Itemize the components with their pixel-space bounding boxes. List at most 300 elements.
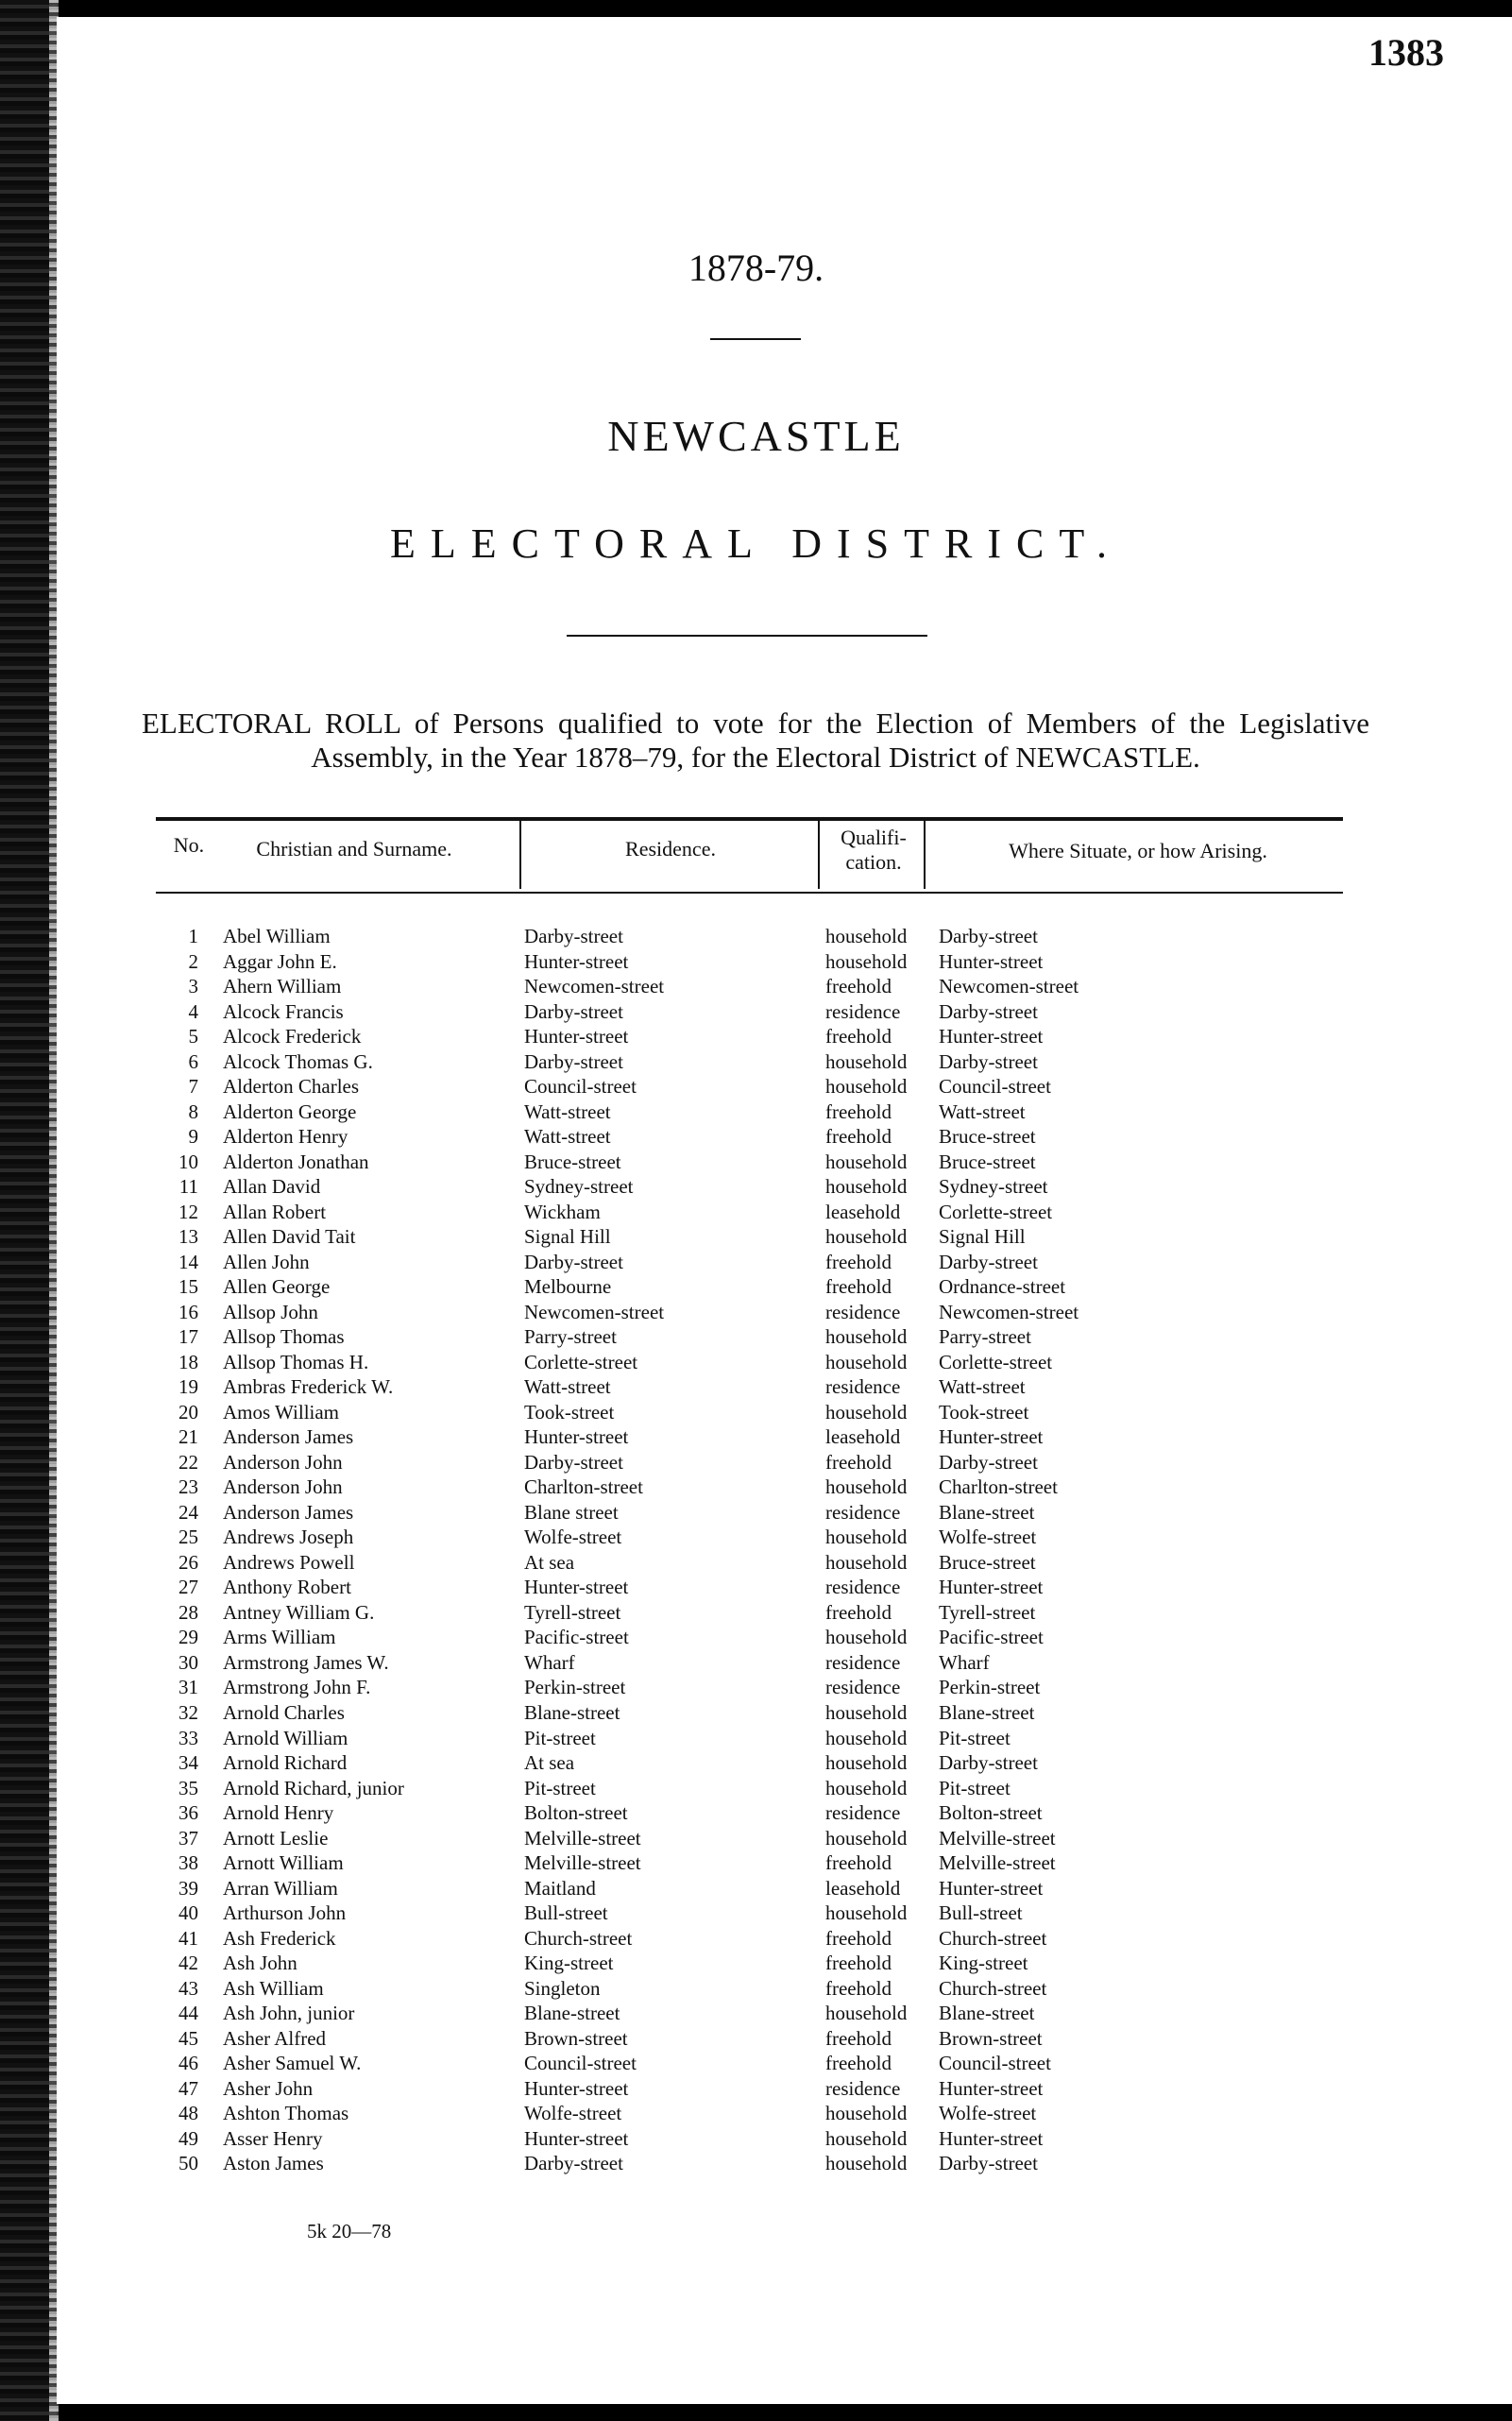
where-situate-cell: Pit-street xyxy=(939,1776,1011,1799)
qualification-cell: residence xyxy=(825,1576,901,1599)
elector-name: Allsop Thomas H. xyxy=(223,1350,369,1373)
qualification-cell: residence xyxy=(825,2076,901,2100)
where-situate-cell: Charlton-street xyxy=(939,1475,1058,1499)
elector-name: Arnold Henry xyxy=(223,1801,334,1825)
elector-name: Alcock Frederick xyxy=(223,1025,362,1049)
residence-cell: At sea xyxy=(524,1550,575,1574)
row-number: 50 xyxy=(178,2152,198,2175)
table-row xyxy=(0,1650,1512,1676)
elector-name: Arnold Richard xyxy=(223,1751,348,1775)
elector-name: Ambras Frederick W. xyxy=(223,1375,394,1399)
qualification-cell: household xyxy=(825,1726,908,1749)
where-situate-cell: Took-street xyxy=(939,1400,1029,1424)
residence-cell: Watt-street xyxy=(524,1100,611,1123)
qualification-cell: household xyxy=(825,1475,908,1499)
where-situate-cell: Darby-street xyxy=(939,1049,1038,1073)
where-situate-cell: Newcomen-street xyxy=(939,975,1079,998)
table-row xyxy=(0,1274,1512,1300)
table-row xyxy=(0,1475,1512,1500)
where-situate-cell: Darby-street xyxy=(939,1450,1038,1474)
residence-cell: Corlette-street xyxy=(524,1350,638,1373)
where-situate-cell: Darby-street xyxy=(939,1250,1038,1273)
elector-name: Arnott William xyxy=(223,1851,344,1875)
where-situate-cell: Ordnance-street xyxy=(939,1275,1066,1299)
residence-cell: Newcomen-street xyxy=(524,1300,665,1323)
qualification-cell: freehold xyxy=(825,1450,892,1474)
elector-name: Allen David Tait xyxy=(223,1225,356,1249)
row-number: 48 xyxy=(178,2102,198,2125)
qualification-cell: household xyxy=(825,1526,908,1549)
qualification-cell: household xyxy=(825,1150,908,1173)
page-number: 1383 xyxy=(1368,31,1444,74)
table-row xyxy=(0,1750,1512,1776)
row-number: 20 xyxy=(178,1400,198,1424)
elector-name: Armstrong James W. xyxy=(223,1650,389,1674)
table-row xyxy=(0,999,1512,1025)
qualification-cell: leasehold xyxy=(825,1425,901,1449)
where-situate-cell: Darby-street xyxy=(939,999,1038,1023)
elector-name: Alderton Henry xyxy=(223,1125,348,1149)
table-row xyxy=(0,1575,1512,1600)
where-situate-cell: King-street xyxy=(939,1952,1028,1975)
row-number: 49 xyxy=(178,2126,198,2150)
row-number: 37 xyxy=(178,1826,198,1850)
residence-cell: Darby-street xyxy=(524,1450,623,1474)
row-number: 38 xyxy=(178,1851,198,1875)
table-row xyxy=(0,1850,1512,1876)
residence-cell: Hunter-street xyxy=(524,1025,629,1049)
row-number: 46 xyxy=(178,2052,198,2075)
qualification-cell: freehold xyxy=(825,1851,892,1875)
table-row xyxy=(0,1625,1512,1650)
header-divider-1 xyxy=(519,821,521,889)
header-divider-2 xyxy=(818,821,820,889)
where-situate-cell: Darby-street xyxy=(939,925,1038,947)
where-situate-cell: Sydney-street xyxy=(939,1175,1048,1199)
residence-cell: Hunter-street xyxy=(524,2076,629,2100)
elector-name: Andrews Powell xyxy=(223,1550,355,1574)
residence-cell: Parry-street xyxy=(524,1325,617,1349)
where-situate-cell: Watt-street xyxy=(939,1100,1026,1123)
residence-cell: Newcomen-street xyxy=(524,975,665,998)
where-situate-cell: Bull-street xyxy=(939,1901,1023,1925)
row-number: 4 xyxy=(188,999,198,1023)
residence-cell: Council-street xyxy=(524,1075,637,1099)
residence-cell: Bruce-street xyxy=(524,1150,621,1173)
row-number: 44 xyxy=(178,2002,198,2025)
elector-name: Alderton George xyxy=(223,1100,357,1123)
where-situate-cell: Hunter-street xyxy=(939,1876,1044,1900)
qualification-cell: household xyxy=(825,925,908,947)
row-number: 32 xyxy=(178,1700,198,1724)
table-row xyxy=(0,1250,1512,1275)
where-situate-cell: Corlette-street xyxy=(939,1200,1053,1223)
residence-cell: Church-street xyxy=(524,1926,633,1950)
table-row xyxy=(0,2051,1512,2076)
row-number: 29 xyxy=(178,1626,198,1649)
table-row xyxy=(0,1550,1512,1576)
elector-name: Amos William xyxy=(223,1400,340,1424)
residence-cell: Darby-street xyxy=(524,925,623,947)
table-row xyxy=(0,1150,1512,1175)
elector-name: Armstrong John F. xyxy=(223,1676,371,1699)
row-number: 2 xyxy=(188,949,198,973)
qualification-cell: household xyxy=(825,1325,908,1349)
residence-cell: Blane-street xyxy=(524,2002,620,2025)
table-row xyxy=(0,1500,1512,1526)
elector-name: Anderson John xyxy=(223,1450,343,1474)
table-row xyxy=(0,1700,1512,1726)
where-situate-cell: Bolton-street xyxy=(939,1801,1043,1825)
header-name: Christian and Surname. xyxy=(256,837,452,861)
table-row xyxy=(0,1374,1512,1400)
elector-name: Aston James xyxy=(223,2152,324,2175)
table-row xyxy=(0,1100,1512,1125)
qualification-cell: leasehold xyxy=(825,1200,901,1223)
table-row xyxy=(0,949,1512,975)
where-situate-cell: Parry-street xyxy=(939,1325,1031,1349)
where-situate-cell: Wolfe-street xyxy=(939,1526,1037,1549)
qualification-cell: residence xyxy=(825,1676,901,1699)
qualification-cell: freehold xyxy=(825,2026,892,2050)
where-situate-cell: Council-street xyxy=(939,1075,1051,1099)
row-number: 25 xyxy=(178,1526,198,1549)
row-number: 23 xyxy=(178,1475,198,1499)
table-row xyxy=(0,1826,1512,1851)
residence-cell: Darby-street xyxy=(524,999,623,1023)
residence-cell: Wharf xyxy=(524,1650,575,1674)
residence-cell: Hunter-street xyxy=(524,1576,629,1599)
table-row xyxy=(0,1300,1512,1325)
where-situate-cell: Newcomen-street xyxy=(939,1300,1079,1323)
table-row xyxy=(0,974,1512,999)
table-row xyxy=(0,1600,1512,1626)
residence-cell: Pit-street xyxy=(524,1776,596,1799)
row-number: 22 xyxy=(178,1450,198,1474)
row-number: 41 xyxy=(178,1926,198,1950)
table-row xyxy=(0,1049,1512,1075)
elector-name: Anderson James xyxy=(223,1425,354,1449)
table-row xyxy=(0,1951,1512,1976)
row-number: 16 xyxy=(178,1300,198,1323)
qualification-cell: residence xyxy=(825,1375,901,1399)
table-row xyxy=(0,1324,1512,1350)
residence-cell: Bolton-street xyxy=(524,1801,628,1825)
row-number: 26 xyxy=(178,1550,198,1574)
elector-name: Asher John xyxy=(223,2076,314,2100)
elector-name: Ash Frederick xyxy=(223,1926,336,1950)
divider-rule-middle xyxy=(567,635,927,637)
residence-cell: Council-street xyxy=(524,2052,637,2075)
row-number: 8 xyxy=(188,1100,198,1123)
residence-cell: Tyrell-street xyxy=(524,1600,621,1624)
qualification-cell: household xyxy=(825,1901,908,1925)
residence-cell: Darby-street xyxy=(524,2152,623,2175)
divider-rule-top xyxy=(710,338,801,340)
qualification-cell: household xyxy=(825,1075,908,1099)
where-situate-cell: Blane-street xyxy=(939,2002,1035,2025)
table-row xyxy=(0,1450,1512,1475)
elector-name: Anderson James xyxy=(223,1500,354,1524)
elector-name: Allen George xyxy=(223,1275,331,1299)
where-situate-cell: Church-street xyxy=(939,1976,1047,2000)
residence-cell: Hunter-street xyxy=(524,1425,629,1449)
header-where: Where Situate, or how Arising. xyxy=(1009,839,1267,862)
qualification-cell: freehold xyxy=(825,1976,892,2000)
table-row xyxy=(0,1400,1512,1425)
residence-cell: Blane-street xyxy=(524,1700,620,1724)
row-number: 12 xyxy=(178,1200,198,1223)
residence-cell: Melville-street xyxy=(524,1826,641,1850)
row-number: 17 xyxy=(178,1325,198,1349)
header-qualification: Qualifi-cation. xyxy=(841,826,907,874)
district-title: NEWCASTLE xyxy=(607,412,905,460)
print-code: 5k 20—78 xyxy=(307,2220,392,2242)
elector-name: Arnold William xyxy=(223,1726,348,1749)
table-row xyxy=(0,1424,1512,1450)
where-situate-cell: Tyrell-street xyxy=(939,1600,1036,1624)
row-number: 31 xyxy=(178,1676,198,1699)
residence-cell: Melbourne xyxy=(524,1275,612,1299)
table-row xyxy=(0,1074,1512,1100)
qualification-cell: household xyxy=(825,2102,908,2125)
table-row xyxy=(0,2126,1512,2152)
where-situate-cell: Church-street xyxy=(939,1926,1047,1950)
residence-cell: Charlton-street xyxy=(524,1475,643,1499)
elector-name: Arran William xyxy=(223,1876,338,1900)
table-row xyxy=(0,2001,1512,2026)
table-row xyxy=(0,1675,1512,1700)
qualification-cell: residence xyxy=(825,1650,901,1674)
qualification-cell: household xyxy=(825,2152,908,2175)
qualification-cell: freehold xyxy=(825,1250,892,1273)
residence-cell: Darby-street xyxy=(524,1250,623,1273)
where-situate-cell: Darby-street xyxy=(939,2152,1038,2175)
residence-cell: Brown-street xyxy=(524,2026,628,2050)
residence-cell: Hunter-street xyxy=(524,2126,629,2150)
intro-paragraph: ELECTORAL ROLL of Persons qualified to vote for the Election of Members of the Legislative Assembly, in the Year 1878–79, for the Electoral District of NEWCASTLE. xyxy=(142,707,1369,774)
residence-cell: King-street xyxy=(524,1952,614,1975)
qualification-cell: household xyxy=(825,949,908,973)
residence-cell: Sydney-street xyxy=(524,1175,634,1199)
row-number: 28 xyxy=(178,1600,198,1624)
qualification-cell: household xyxy=(825,1826,908,1850)
where-situate-cell: Hunter-street xyxy=(939,1576,1044,1599)
elector-name: Arnold Richard, junior xyxy=(223,1776,404,1799)
row-number: 10 xyxy=(178,1150,198,1173)
row-number: 34 xyxy=(178,1751,198,1775)
where-situate-cell: Blane-street xyxy=(939,1500,1035,1524)
where-situate-cell: Brown-street xyxy=(939,2026,1043,2050)
row-number: 5 xyxy=(188,1025,198,1049)
qualification-cell: residence xyxy=(825,999,901,1023)
residence-cell: Blane street xyxy=(524,1500,619,1524)
elector-name: Ash William xyxy=(223,1976,324,2000)
residence-cell: At sea xyxy=(524,1751,575,1775)
table-row xyxy=(0,1901,1512,1926)
table-row xyxy=(0,1876,1512,1901)
table-row xyxy=(0,1976,1512,2002)
row-number: 43 xyxy=(178,1976,198,2000)
residence-cell: Watt-street xyxy=(524,1125,611,1149)
where-situate-cell: Wolfe-street xyxy=(939,2102,1037,2125)
where-situate-cell: Melville-street xyxy=(939,1826,1056,1850)
elector-name: Alcock Francis xyxy=(223,999,344,1023)
header-no: No. xyxy=(173,833,205,857)
qualification-cell: freehold xyxy=(825,1952,892,1975)
elector-name: Alderton Jonathan xyxy=(223,1150,369,1173)
elector-name: Ashton Thomas xyxy=(223,2102,349,2125)
where-situate-cell: Hunter-street xyxy=(939,2126,1044,2150)
residence-cell: Bull-street xyxy=(524,1901,608,1925)
qualification-cell: freehold xyxy=(825,1600,892,1624)
elector-name: Asher Alfred xyxy=(223,2026,327,2050)
residence-cell: Hunter-street xyxy=(524,949,629,973)
elector-name: Allen John xyxy=(223,1250,310,1273)
residence-cell: Darby-street xyxy=(524,1049,623,1073)
row-number: 21 xyxy=(178,1425,198,1449)
qualification-cell: freehold xyxy=(825,1125,892,1149)
table-row xyxy=(0,1525,1512,1550)
elector-name: Anderson John xyxy=(223,1475,343,1499)
where-situate-cell: Pacific-street xyxy=(939,1626,1044,1649)
row-number: 6 xyxy=(188,1049,198,1073)
where-situate-cell: Perkin-street xyxy=(939,1676,1041,1699)
table-row xyxy=(0,1124,1512,1150)
qualification-cell: household xyxy=(825,1550,908,1574)
qualification-cell: household xyxy=(825,1350,908,1373)
row-number: 39 xyxy=(178,1876,198,1900)
elector-name: Asser Henry xyxy=(223,2126,323,2150)
row-number: 36 xyxy=(178,1801,198,1825)
where-situate-cell: Darby-street xyxy=(939,1751,1038,1775)
qualification-cell: household xyxy=(825,1400,908,1424)
elector-name: Arms William xyxy=(223,1626,336,1649)
row-number: 9 xyxy=(188,1125,198,1149)
where-situate-cell: Council-street xyxy=(939,2052,1051,2075)
residence-cell: Wolfe-street xyxy=(524,2102,622,2125)
qualification-cell: household xyxy=(825,1175,908,1199)
table-row xyxy=(0,1776,1512,1801)
where-situate-cell: Hunter-street xyxy=(939,2076,1044,2100)
row-number: 35 xyxy=(178,1776,198,1799)
elector-name: Ash John xyxy=(223,1952,297,1975)
table-row xyxy=(0,2101,1512,2126)
row-number: 27 xyxy=(178,1576,198,1599)
where-situate-cell: Hunter-street xyxy=(939,1025,1044,1049)
row-number: 7 xyxy=(188,1075,198,1099)
row-number: 14 xyxy=(178,1250,198,1273)
residence-cell: Wickham xyxy=(524,1200,601,1223)
where-situate-cell: Bruce-street xyxy=(939,1125,1036,1149)
district-subtitle: ELECTORAL DISTRICT. xyxy=(390,520,1122,567)
header-residence: Residence. xyxy=(625,837,716,861)
where-situate-cell: Hunter-street xyxy=(939,949,1044,973)
elector-name: Alcock Thomas G. xyxy=(223,1049,373,1073)
elector-name: Arthurson John xyxy=(223,1901,347,1925)
row-number: 45 xyxy=(178,2026,198,2050)
table-row xyxy=(0,1024,1512,1049)
row-number: 42 xyxy=(178,1952,198,1975)
where-situate-cell: Melville-street xyxy=(939,1851,1056,1875)
roll-year: 1878-79. xyxy=(688,247,824,289)
table-row xyxy=(0,2076,1512,2102)
qualification-cell: household xyxy=(825,1776,908,1799)
row-number: 19 xyxy=(178,1375,198,1399)
where-situate-cell: Blane-street xyxy=(939,1700,1035,1724)
residence-cell: Wolfe-street xyxy=(524,1526,622,1549)
row-number: 15 xyxy=(178,1275,198,1299)
row-number: 33 xyxy=(178,1726,198,1749)
residence-cell: Perkin-street xyxy=(524,1676,626,1699)
residence-cell: Pit-street xyxy=(524,1726,596,1749)
qualification-cell: freehold xyxy=(825,975,892,998)
row-number: 18 xyxy=(178,1350,198,1373)
elector-name: Allsop Thomas xyxy=(223,1325,345,1349)
elector-name: Aggar John E. xyxy=(223,949,337,973)
qualification-cell: household xyxy=(825,2002,908,2025)
row-number: 24 xyxy=(178,1500,198,1524)
qualification-cell: household xyxy=(825,2126,908,2150)
qualification-cell: household xyxy=(825,1049,908,1073)
qualification-cell: residence xyxy=(825,1300,901,1323)
qualification-cell: freehold xyxy=(825,1025,892,1049)
qualification-cell: freehold xyxy=(825,2052,892,2075)
qualification-cell: household xyxy=(825,1751,908,1775)
table-row xyxy=(0,1200,1512,1225)
residence-cell: Took-street xyxy=(524,1400,615,1424)
elector-name: Arnold Charles xyxy=(223,1700,345,1724)
qualification-cell: household xyxy=(825,1225,908,1249)
elector-name: Asher Samuel W. xyxy=(223,2052,362,2075)
table-row xyxy=(0,2026,1512,2052)
qualification-cell: leasehold xyxy=(825,1876,901,1900)
elector-name: Andrews Joseph xyxy=(223,1526,354,1549)
row-number: 47 xyxy=(178,2076,198,2100)
residence-cell: Watt-street xyxy=(524,1375,611,1399)
table-top-rule xyxy=(156,817,1343,821)
table-row xyxy=(0,1926,1512,1952)
qualification-cell: residence xyxy=(825,1801,901,1825)
table-row xyxy=(0,1174,1512,1200)
where-situate-cell: Wharf xyxy=(939,1650,990,1674)
where-situate-cell: Hunter-street xyxy=(939,1425,1044,1449)
elector-name: Allsop John xyxy=(223,1300,318,1323)
elector-name: Ahern William xyxy=(223,975,342,998)
qualification-cell: household xyxy=(825,1700,908,1724)
elector-name: Ash John, junior xyxy=(223,2002,355,2025)
residence-cell: Signal Hill xyxy=(524,1225,611,1249)
where-situate-cell: Bruce-street xyxy=(939,1550,1036,1574)
where-situate-cell: Bruce-street xyxy=(939,1150,1036,1173)
table-row xyxy=(0,1800,1512,1826)
row-number: 11 xyxy=(178,1175,198,1199)
where-situate-cell: Corlette-street xyxy=(939,1350,1053,1373)
table-header-rule xyxy=(156,892,1343,894)
row-number: 40 xyxy=(178,1901,198,1925)
table-row xyxy=(0,1350,1512,1375)
row-number: 3 xyxy=(188,975,198,998)
elector-name: Alderton Charles xyxy=(223,1075,360,1099)
elector-name: Antney William G. xyxy=(223,1600,375,1624)
residence-cell: Singleton xyxy=(524,1976,601,2000)
qualification-cell: freehold xyxy=(825,1275,892,1299)
where-situate-cell: Watt-street xyxy=(939,1375,1026,1399)
residence-cell: Maitland xyxy=(524,1876,596,1900)
elector-name: Allan Robert xyxy=(223,1200,327,1223)
row-number: 13 xyxy=(178,1225,198,1249)
qualification-cell: freehold xyxy=(825,1100,892,1123)
